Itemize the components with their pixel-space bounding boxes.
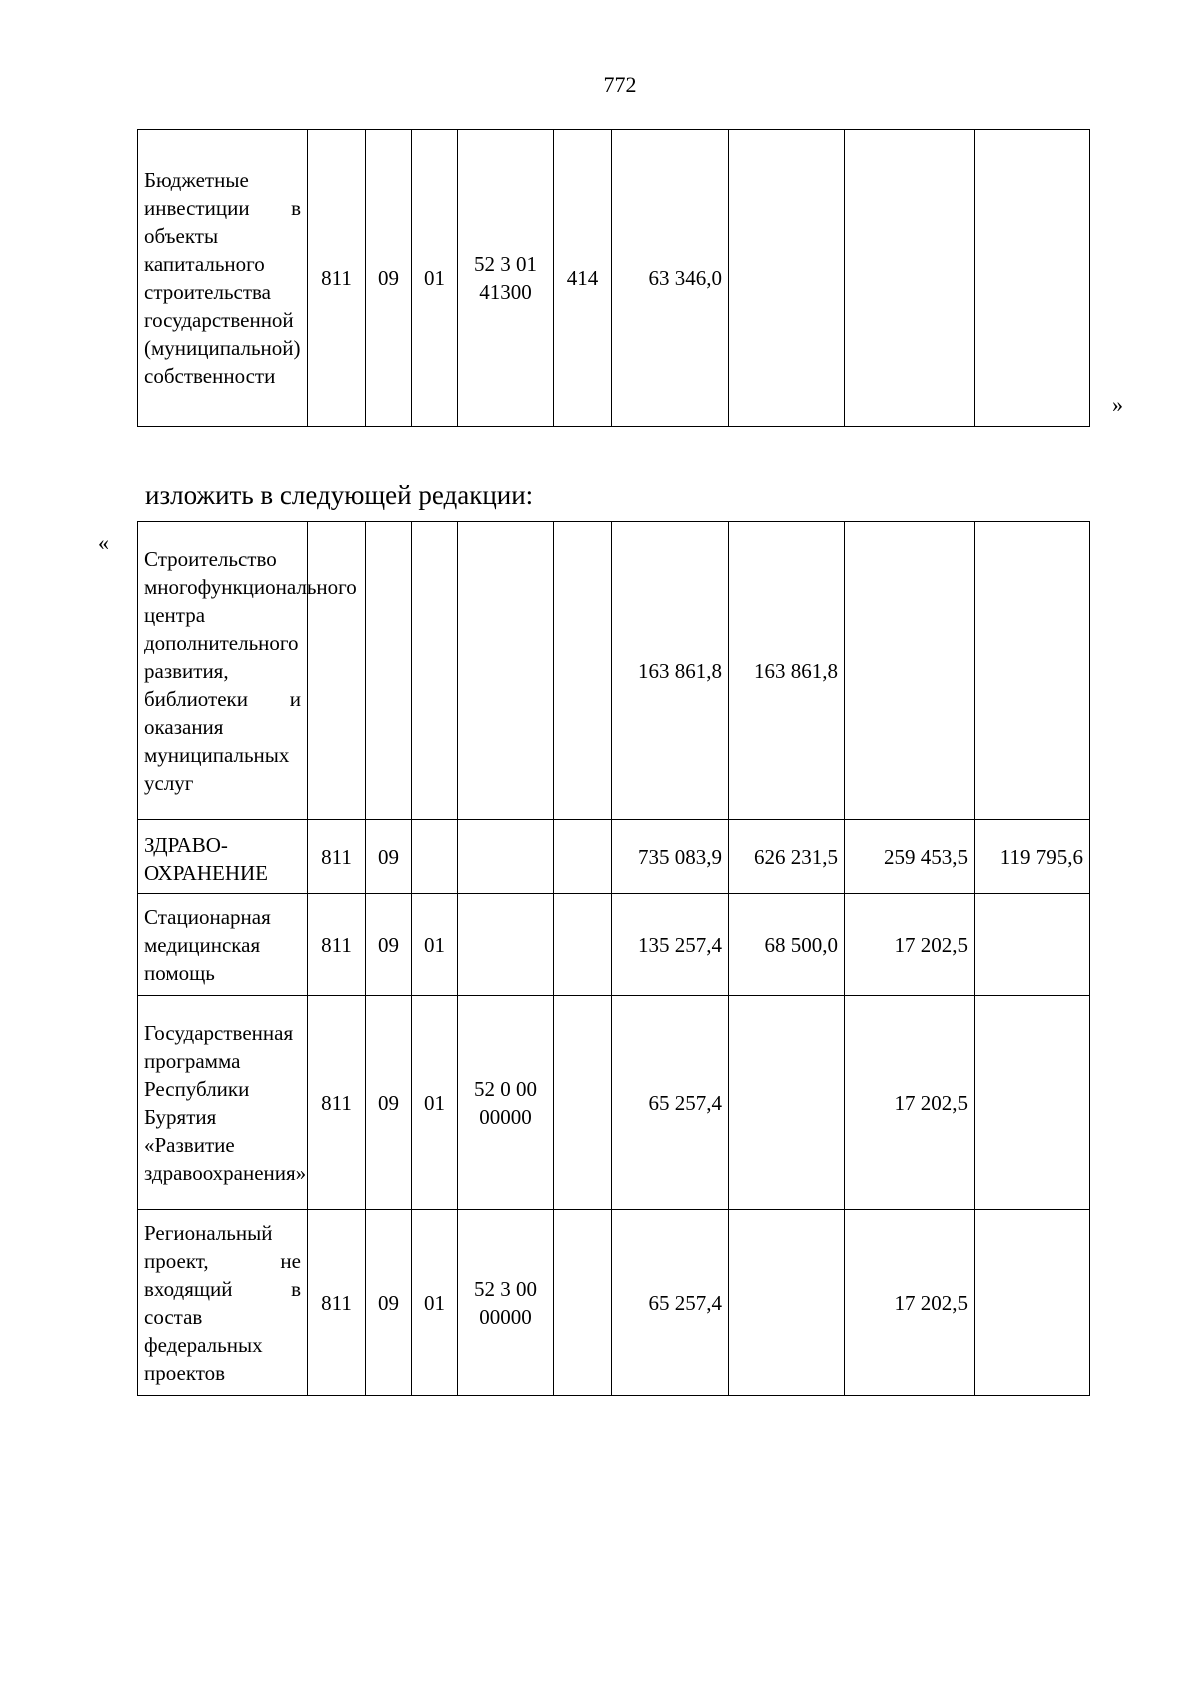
cell-amount-2: 626 231,5: [729, 820, 845, 894]
cell-amount-4: [975, 1210, 1090, 1396]
cell-ministry-code: 811: [308, 996, 366, 1210]
cell-amount-3: 17 202,5: [845, 894, 975, 996]
cell-expense-type: [554, 894, 612, 996]
cell-target-code: 52 3 01 41300: [458, 130, 554, 427]
cell-amount-2: [729, 996, 845, 1210]
table-row: [138, 820, 1090, 894]
table-row: [138, 894, 1090, 996]
cell-section-code: 09: [366, 1210, 412, 1396]
table-row: [138, 130, 1090, 427]
cell-amount-4: [975, 996, 1090, 1210]
cell-amount-2: [729, 1210, 845, 1396]
cell-ministry-code: 811: [308, 820, 366, 894]
cell-amount-3: 17 202,5: [845, 996, 975, 1210]
cell-target-code: 52 3 00 00000: [458, 1210, 554, 1396]
cell-subsection-code: 01: [412, 894, 458, 996]
cell-amount-4: [975, 522, 1090, 820]
row-name: ЗДРАВО- ОХРАНЕНИЕ: [138, 820, 308, 894]
cell-amount-4: [975, 130, 1090, 427]
cell-ministry-code: 811: [308, 1210, 366, 1396]
cell-amount-1: 65 257,4: [612, 996, 729, 1210]
cell-ministry-code: [308, 522, 366, 820]
row-name: Государственная программа Республики Бурятия «Развитие здравоохранения»: [138, 996, 308, 1210]
cell-amount-4: [975, 894, 1090, 996]
table-row: [138, 522, 1090, 820]
cell-amount-3: [845, 522, 975, 820]
cell-amount-1: 135 257,4: [612, 894, 729, 996]
cell-expense-type: [554, 820, 612, 894]
cell-target-code: [458, 820, 554, 894]
cell-expense-type: [554, 996, 612, 1210]
cell-amount-4: 119 795,6: [975, 820, 1090, 894]
cell-amount-2: 163 861,8: [729, 522, 845, 820]
cell-subsection-code: 01: [412, 996, 458, 1210]
cell-subsection-code: 01: [412, 1210, 458, 1396]
cell-section-code: 09: [366, 894, 412, 996]
cell-expense-type: 414: [554, 130, 612, 427]
row-name: Бюджетные инвестиции в объекты капитального строительства государственной (муниципальной) собственности: [138, 130, 308, 427]
cell-amount-2: [729, 130, 845, 427]
cell-amount-3: 259 453,5: [845, 820, 975, 894]
row-name: Стационарная медицинская помощь: [138, 894, 308, 996]
cell-amount-1: 63 346,0: [612, 130, 729, 427]
cell-amount-1: 163 861,8: [612, 522, 729, 820]
cell-ministry-code: 811: [308, 130, 366, 427]
cell-subsection-code: 01: [412, 130, 458, 427]
cell-section-code: [366, 522, 412, 820]
cell-expense-type: [554, 522, 612, 820]
new-table: [137, 521, 1090, 1396]
cell-amount-1: 735 083,9: [612, 820, 729, 894]
cell-section-code: 09: [366, 996, 412, 1210]
cell-section-code: 09: [366, 820, 412, 894]
cell-subsection-code: [412, 820, 458, 894]
closing-quote: »: [1112, 392, 1123, 417]
cell-target-code: [458, 894, 554, 996]
cell-amount-1: 65 257,4: [612, 1210, 729, 1396]
cell-amount-3: [845, 130, 975, 427]
table-row: [138, 1210, 1090, 1396]
old-table: [137, 129, 1090, 427]
cell-ministry-code: 811: [308, 894, 366, 996]
cell-expense-type: [554, 1210, 612, 1396]
page-number: 772: [603, 72, 637, 97]
cell-target-code: [458, 522, 554, 820]
cell-amount-3: 17 202,5: [845, 1210, 975, 1396]
row-name: Строительство многофункционального центра дополнительного развития, библиотеки и оказания муниципальных услуг: [138, 522, 308, 820]
cell-target-code: 52 0 00 00000: [458, 996, 554, 1210]
cell-section-code: 09: [366, 130, 412, 427]
opening-quote: «: [98, 530, 109, 555]
instruction-text: изложить в следующей редакции:: [145, 480, 534, 510]
cell-subsection-code: [412, 522, 458, 820]
table-row: [138, 996, 1090, 1210]
row-name: Региональный проект, не входящий в состав федеральных проектов: [138, 1210, 308, 1396]
cell-amount-2: 68 500,0: [729, 894, 845, 996]
